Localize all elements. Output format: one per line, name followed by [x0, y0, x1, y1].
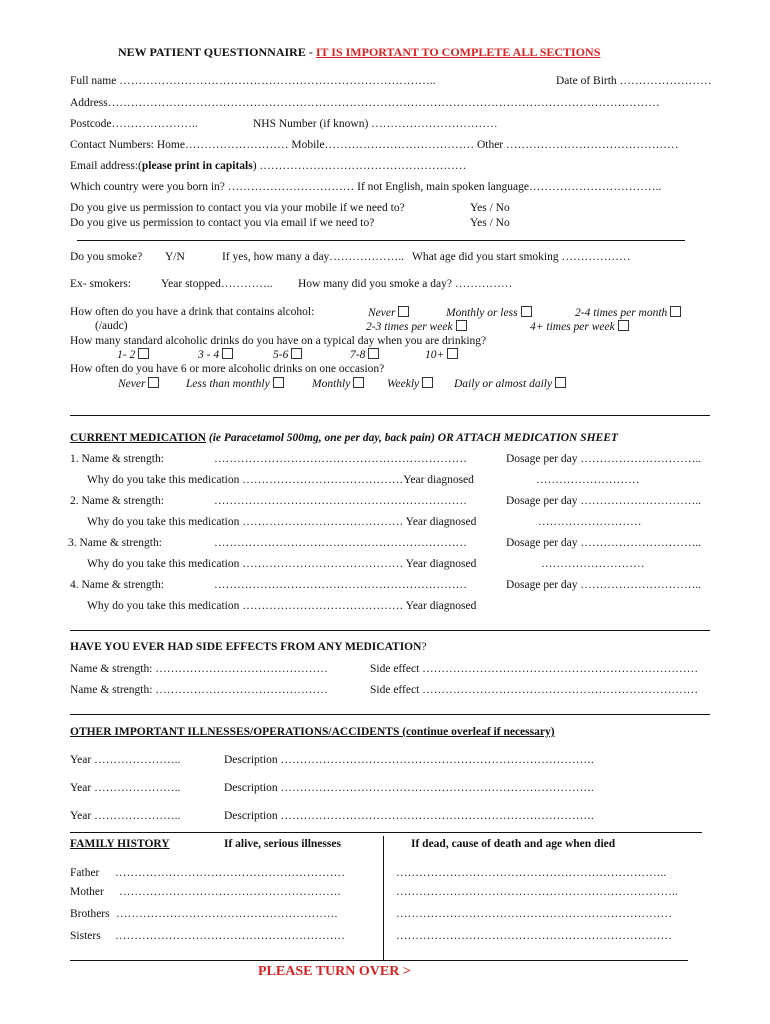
med-3-why-field[interactable]: Why do you take this medication …………………………………… Year diagnosed	[87, 558, 477, 570]
option-label: Monthly	[312, 378, 351, 390]
checkbox[interactable]	[398, 306, 409, 317]
family-brothers-label: Brothers	[70, 908, 110, 920]
med-4-name-field[interactable]: …………………………………………………………	[214, 579, 467, 591]
divider	[70, 832, 702, 833]
smoke-start-age-field[interactable]: What age did you start smoking ………………	[412, 251, 631, 263]
binge-option-weekly[interactable]	[387, 377, 433, 390]
checkbox[interactable]	[521, 306, 532, 317]
checkbox[interactable]	[291, 348, 302, 359]
side-effect-2-name-field[interactable]: Name & strength: ………………………………………	[70, 684, 328, 696]
family-col-alive: If alive, serious illnesses	[224, 838, 341, 850]
ex-smoke-per-day-field[interactable]: How many did you smoke a day? ……………	[298, 278, 513, 290]
dob-field[interactable]: Date of Birth ……………………	[556, 75, 712, 87]
side-effect-1-name-field[interactable]: Name & strength: ………………………………………	[70, 663, 328, 675]
checkbox[interactable]	[273, 377, 284, 388]
family-sisters-dead-field[interactable]: ………………………………………………………………	[396, 930, 672, 942]
checkbox[interactable]	[618, 320, 629, 331]
binge-option-daily[interactable]	[454, 377, 566, 390]
option-label: Less than monthly	[186, 378, 270, 390]
med-3-name-label: 3. Name & strength:	[68, 537, 162, 549]
med-1-dosage-field[interactable]: Dosage per day …………………………..	[506, 453, 702, 465]
alc-option-2-3-week[interactable]	[366, 320, 467, 333]
family-brothers-alive-field[interactable]: ………………………………………………….	[116, 908, 338, 920]
option-label: 5-6	[273, 349, 289, 361]
side-effects-heading-q: ?	[421, 641, 427, 653]
side-effect-2-effect-field[interactable]: Side effect ………………………………………………………………	[370, 684, 699, 696]
med-1-why-field[interactable]: Why do you take this medication ……………………………………Year diagnosed	[87, 474, 474, 486]
illness-3-year-field[interactable]: Year …………………..	[70, 810, 181, 822]
checkbox[interactable]	[422, 377, 433, 388]
email-dots: ) ………………………………………………	[252, 160, 467, 172]
option-label: 10+	[425, 349, 445, 361]
med-4-why-field[interactable]: Why do you take this medication …………………………………… Year diagnosed	[87, 600, 477, 612]
divider	[70, 960, 688, 961]
checkbox[interactable]	[670, 306, 681, 317]
alc-option-monthly[interactable]	[446, 306, 532, 319]
perm-mobile-question: Do you give us permission to contact you via your mobile if we need to?	[70, 202, 405, 214]
drinks-per-day-question: How many standard alcoholic drinks do you have on a typical day when you are drinking?	[70, 335, 487, 347]
med-3-dosage-field[interactable]: Dosage per day …………………………..	[506, 537, 702, 549]
option-label: 1- 2	[117, 349, 136, 361]
checkbox[interactable]	[555, 377, 566, 388]
divider	[77, 240, 685, 241]
option-label: 2-3 times per week	[366, 321, 453, 333]
family-col-dead: If dead, cause of death and age when died	[411, 838, 616, 850]
illness-3-desc-field[interactable]: Description ……………………………………………………………………….	[224, 810, 594, 822]
email-label: Email address:(	[70, 160, 142, 172]
option-label: 3 - 4	[198, 349, 220, 361]
column-divider	[383, 836, 384, 960]
family-brothers-dead-field[interactable]: ………………………………………………………………	[396, 908, 672, 920]
drinks-option-3-4[interactable]	[198, 348, 233, 361]
title-main: NEW PATIENT QUESTIONNAIRE -	[118, 45, 316, 59]
turn-over-note: PLEASE TURN OVER >	[258, 964, 411, 979]
checkbox[interactable]	[456, 320, 467, 331]
checkbox[interactable]	[353, 377, 364, 388]
option-label: Weekly	[387, 378, 420, 390]
perm-email-question: Do you give us permission to contact you via email if we need to?	[70, 217, 375, 229]
year-stopped-field[interactable]: Year stopped…………..	[161, 278, 273, 290]
family-history-heading: FAMILY HISTORY	[70, 838, 170, 850]
option-label: Never	[118, 378, 146, 390]
side-effects-heading-label: HAVE YOU EVER HAD SIDE EFFECTS FROM ANY MEDICATION	[70, 641, 422, 653]
binge-option-never[interactable]	[118, 377, 159, 390]
audc-label: (/audc)	[95, 320, 128, 332]
option-label: Never	[368, 307, 396, 319]
checkbox[interactable]	[368, 348, 379, 359]
checkbox[interactable]	[148, 377, 159, 388]
med-3-name-field[interactable]: …………………………………………………………	[214, 537, 467, 549]
option-label: 4+ times per week	[530, 321, 615, 333]
page-title	[118, 45, 600, 60]
medication-heading	[70, 432, 618, 444]
title-warning: IT IS IMPORTANT TO COMPLETE ALL SECTIONS	[315, 45, 601, 59]
family-mother-dead-field[interactable]: ………………………………………………………………..	[396, 886, 678, 898]
email-field[interactable]	[70, 160, 466, 172]
med-2-year-field[interactable]: ………………………	[538, 516, 642, 528]
binge-option-monthly[interactable]	[312, 377, 364, 390]
drinks-option-7-8[interactable]	[350, 348, 379, 361]
med-2-name-label: 2. Name & strength:	[70, 495, 164, 507]
medication-heading-label: CURRENT MEDICATION	[70, 432, 206, 444]
med-2-why-field[interactable]: Why do you take this medication …………………………………… Year diagnosed	[87, 516, 477, 528]
contact-numbers-field[interactable]: Contact Numbers: Home……………………… Mobile………………………………… Other ………………………………………	[70, 139, 679, 151]
divider	[70, 630, 710, 631]
country-field[interactable]: Which country were you born in? …………………………… If not English, main spoken language……………………………..	[70, 181, 662, 193]
perm-email-answer[interactable]: Yes / No	[470, 217, 510, 229]
med-4-dosage-field[interactable]: Dosage per day …………………………..	[506, 579, 702, 591]
divider	[70, 714, 710, 715]
family-sisters-alive-field[interactable]: ……………………………………………………	[115, 930, 345, 942]
option-label: 2-4 times per month	[575, 307, 668, 319]
full-name-field[interactable]: Full name ………………………………………………………………………..	[70, 75, 436, 87]
option-label: Daily or almost daily	[454, 378, 553, 390]
checkbox[interactable]	[447, 348, 458, 359]
med-1-name-field[interactable]: …………………………………………………………	[214, 453, 467, 465]
alc-option-2-4-month[interactable]	[575, 306, 681, 319]
nhs-number-field[interactable]: NHS Number (if known) ……………………………	[253, 118, 498, 130]
binge-option-less-monthly[interactable]	[186, 377, 284, 390]
divider	[70, 415, 710, 416]
family-mother-label: Mother	[70, 886, 104, 898]
med-2-name-field[interactable]: …………………………………………………………	[214, 495, 467, 507]
drinks-option-5-6[interactable]	[273, 348, 302, 361]
email-note: please print in capitals	[141, 160, 253, 172]
med-3-year-field[interactable]: ………………………	[541, 558, 645, 570]
illnesses-heading: OTHER IMPORTANT ILLNESSES/OPERATIONS/ACCIDENTS (continue overleaf if necessary)	[70, 726, 555, 738]
family-sisters-label: Sisters	[70, 930, 101, 942]
med-1-year-field[interactable]: ………………………	[536, 474, 640, 486]
drinks-option-1-2[interactable]	[117, 348, 149, 361]
checkbox[interactable]	[138, 348, 149, 359]
alc-option-never[interactable]	[368, 306, 409, 319]
option-label: Monthly or less	[446, 307, 518, 319]
smoke-per-day-field[interactable]: If yes, how many a day………………..	[222, 251, 405, 263]
family-mother-alive-field[interactable]: ………………………………………………….	[119, 886, 341, 898]
binge-question: How often do you have 6 or more alcoholic drinks on one occasion?	[70, 363, 385, 375]
med-4-name-label: 4. Name & strength:	[70, 579, 164, 591]
smoke-answer[interactable]: Y/N	[165, 251, 185, 263]
alc-option-4-week[interactable]	[530, 320, 629, 333]
side-effects-heading	[70, 641, 427, 653]
family-father-dead-field[interactable]: ……………………………………………………………..	[396, 867, 667, 879]
ex-smokers-label: Ex- smokers:	[70, 278, 132, 290]
illness-2-year-field[interactable]: Year …………………..	[70, 782, 181, 794]
address-field[interactable]: Address………………………………………………………………………………………………………………………………	[70, 97, 660, 109]
family-father-label: Father	[70, 867, 100, 879]
medication-heading-note: (ie Paracetamol 500mg, one per day, back pain) OR ATTACH MEDICATION SHEET	[206, 432, 618, 444]
smoke-question: Do you smoke?	[70, 251, 143, 263]
checkbox[interactable]	[222, 348, 233, 359]
family-father-alive-field[interactable]: ……………………………………………………	[115, 867, 345, 879]
med-2-dosage-field[interactable]: Dosage per day …………………………..	[506, 495, 702, 507]
illness-1-desc-field[interactable]: Description ……………………………………………………………………….	[224, 754, 594, 766]
perm-mobile-answer[interactable]: Yes / No	[470, 202, 510, 214]
drinks-option-10[interactable]	[425, 348, 458, 361]
side-effect-1-effect-field[interactable]: Side effect ………………………………………………………………	[370, 663, 699, 675]
postcode-field[interactable]: Postcode…………………..	[70, 118, 198, 130]
illness-1-year-field[interactable]: Year …………………..	[70, 754, 181, 766]
option-label: 7-8	[350, 349, 366, 361]
illness-2-desc-field[interactable]: Description ……………………………………………………………………….	[224, 782, 594, 794]
alcohol-frequency-question: How often do you have a drink that contains alcohol:	[70, 306, 315, 318]
med-1-name-label: 1. Name & strength:	[70, 453, 164, 465]
